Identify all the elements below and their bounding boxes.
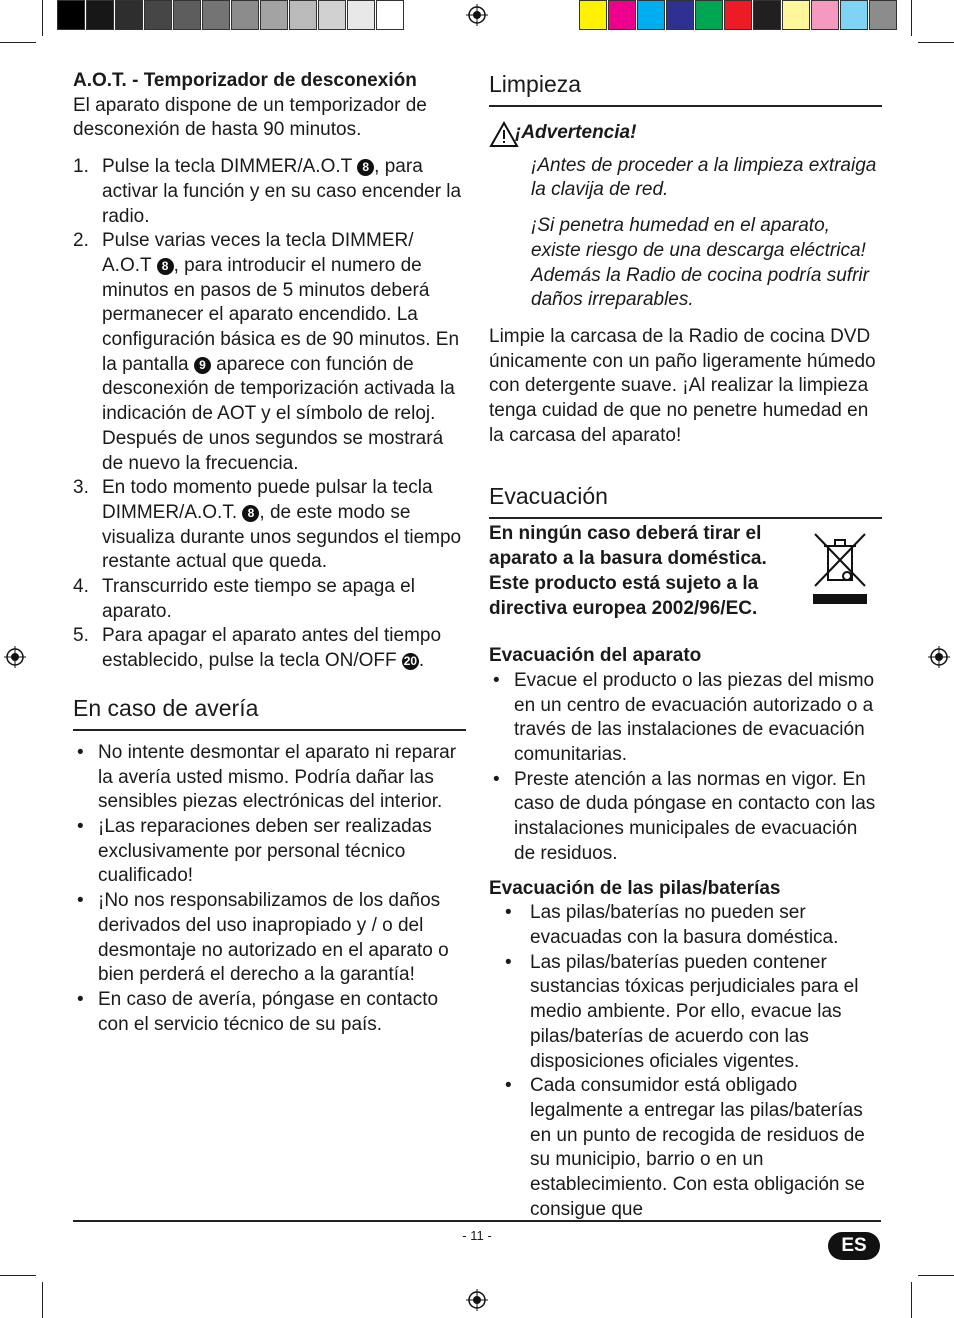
reference-number-badge: 20	[403, 654, 418, 669]
step-item	[73, 229, 466, 476]
step-text: , de este modo se visualiza durante unos segundos el tiempo restante actual que queda.	[102, 501, 462, 573]
disposal-block	[489, 522, 882, 621]
step-item	[73, 155, 466, 229]
step-text: Transcurrido este tiempo se apaga el aparato.	[102, 576, 415, 622]
clean-heading: Limpieza	[489, 69, 882, 107]
step-number: 5.	[73, 625, 89, 647]
swatch	[811, 0, 839, 30]
registration-mark-icon	[4, 646, 26, 668]
crossed-bin-icon	[811, 532, 869, 612]
step-item	[73, 624, 466, 673]
aot-intro: El aparato dispone de un temporizador de desconexión de hasta 90 minutos.	[73, 94, 427, 141]
crop-mark	[42, 0, 43, 36]
swatch	[724, 0, 752, 30]
grayscale-bar	[57, 0, 405, 30]
aot-steps	[73, 155, 466, 674]
list-item: • Las pilas/baterías pueden contener sustancias tóxicas perjudiciales para el medio ambiente. Por ello, evacue las pilas/baterías de acuerdo con las disposiciones oficiales vigentes.	[489, 951, 882, 1075]
registration-mark-icon	[466, 1289, 488, 1311]
fault-heading: En caso de avería	[73, 693, 466, 731]
swatch	[666, 0, 694, 30]
battery-disposal-list	[489, 901, 882, 1222]
swatch	[231, 0, 259, 30]
registration-mark-icon	[466, 4, 488, 26]
swatch	[318, 0, 346, 30]
list-item: • Evacue el producto o las piezas del mismo en un centro de evacuación autorizado o a través de las instalaciones de evacuación comunitarias.	[489, 669, 882, 768]
footer-rule	[73, 1220, 881, 1222]
swatch	[840, 0, 868, 30]
disposal-heading: Evacuación	[489, 481, 882, 519]
swatch	[695, 0, 723, 30]
language-badge: ES	[828, 1232, 880, 1260]
warning-title: ¡Advertencia!	[515, 122, 637, 143]
list-item: • ¡Las reparaciones deben ser realizadas exclusivamente por personal técnico cualificado!	[73, 815, 466, 889]
step-number: 1.	[73, 156, 89, 178]
step-text: En la pantalla	[102, 329, 460, 375]
step-text: , para introducir el numero de minutos en pasos de 5 minutos deberá permanecer el aparato encendido. La configuración básica es de 90 minutos.	[102, 254, 431, 351]
crop-mark	[0, 42, 36, 43]
swatch	[202, 0, 230, 30]
swatch	[86, 0, 114, 30]
swatch	[869, 0, 897, 30]
step-text: En todo momento puede pulsar la tecla DIMMER/A.O.T.	[102, 477, 433, 523]
reference-number-badge: 8	[157, 258, 174, 275]
left-column	[73, 69, 466, 1037]
crop-mark	[918, 1275, 954, 1276]
fault-list	[73, 741, 466, 1037]
reference-number-badge: 9	[194, 357, 211, 374]
crop-mark	[42, 1282, 43, 1318]
reference-number-badge: 8	[242, 505, 259, 522]
warning-triangle-icon	[489, 121, 519, 148]
registration-mark-icon	[928, 646, 950, 668]
swatch	[260, 0, 288, 30]
crop-mark	[911, 0, 912, 36]
step-number: 2.	[73, 230, 89, 252]
aot-title: A.O.T. - Temporizador de desconexión	[73, 70, 417, 91]
swatch	[637, 0, 665, 30]
step-text: .	[418, 650, 425, 672]
crop-mark	[911, 1282, 912, 1318]
swatch	[782, 0, 810, 30]
swatch	[753, 0, 781, 30]
list-item: • No intente desmontar el aparato ni reparar la avería usted mismo. Podría dañar las sensibles piezas electrónicas del interior.	[73, 741, 466, 815]
step-number: 4.	[73, 576, 89, 598]
battery-disposal-subhead: Evacuación de las pilas/baterías	[489, 877, 781, 899]
swatch	[608, 0, 636, 30]
swatch	[289, 0, 317, 30]
step-item	[73, 575, 466, 624]
step-number: 3.	[73, 477, 89, 499]
step-text: Para apagar el aparato antes del tiempo establecido, pulse la tecla ON/OFF	[102, 625, 442, 672]
swatch	[144, 0, 172, 30]
right-column	[489, 69, 882, 1222]
list-item: • En caso de avería, póngase en contacto con el servicio técnico de su país.	[73, 988, 466, 1037]
swatch	[347, 0, 375, 30]
warning-box	[489, 121, 882, 313]
swatch	[57, 0, 85, 30]
step-item	[73, 476, 466, 575]
crop-mark	[0, 1275, 36, 1276]
disposal-notice: En ningún caso deberá tirar el aparato a la basura doméstica. Este producto está sujeto a la directiva europea 2002/96/EC.	[489, 523, 767, 619]
device-disposal-list	[489, 669, 882, 867]
warning-text-2: ¡Si penetra humedad en el aparato, existe riesgo de una descarga eléctrica! Además la Radio de cocina podría sufrir daños irreparables.	[531, 215, 869, 311]
page-number: - 11 -	[462, 1228, 492, 1243]
clean-text: Limpie la carcasa de la Radio de cocina DVD únicamente con un paño ligeramente húmedo con detergente suave. ¡Al realizar la limpieza tenga cuidad de que no penetre humedad en la carcasa del aparato!	[489, 325, 876, 446]
list-item: • Preste atención a las normas en vigor. En caso de duda póngase en contacto con las instalaciones municipales de evacuación de residuos.	[489, 768, 882, 867]
list-item: • Las pilas/baterías no pueden ser evacuadas con la basura doméstica.	[489, 901, 882, 950]
list-item: • Cada consumidor está obligado legalmente a entregar las pilas/baterías en un punto de recogida de residuos de su municipio, barrio o en un establecimiento. Con esta obligación se consigue que	[489, 1074, 882, 1222]
swatch	[376, 0, 404, 30]
swatch	[115, 0, 143, 30]
step-text: Pulse varias veces la tecla DIMMER/ A.O.T	[102, 230, 414, 276]
step-text: aparece con función de desconexión de temporización activada la indicación de AOT y el símbolo de reloj. Después de unos segundos se mostrará de nuevo la frecuencia.	[102, 353, 455, 474]
step-text: , para activar la función y en su caso encender la radio.	[102, 156, 462, 227]
warning-text-1: ¡Antes de proceder a la limpieza extraiga la clavija de red.	[531, 154, 877, 201]
swatch	[173, 0, 201, 30]
swatch	[579, 0, 607, 30]
color-bar	[579, 0, 898, 30]
reference-number-badge: 8	[357, 159, 374, 176]
list-item: • ¡No nos responsabilizamos de los daños derivados del uso inapropiado y / o del desmontaje no autorizado en el aparato o bien perderá el derecho a la garantía!	[73, 889, 466, 988]
step-text: Pulse la tecla DIMMER/A.O.T	[102, 156, 358, 178]
device-disposal-subhead: Evacuación del aparato	[489, 645, 702, 667]
crop-mark	[918, 42, 954, 43]
